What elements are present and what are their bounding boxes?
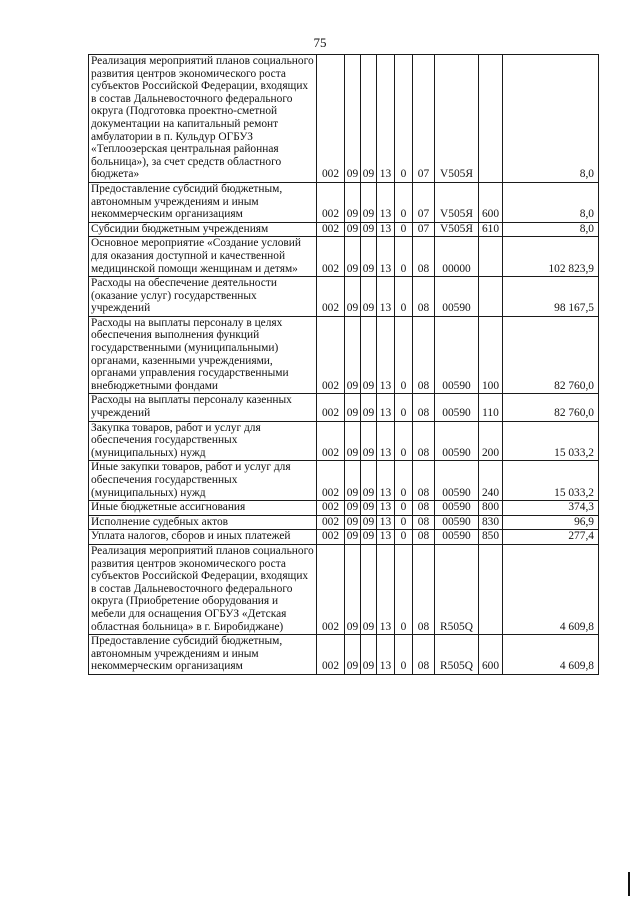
subprogram-code: 0 (395, 237, 413, 277)
expense-type-code: 600 (479, 182, 503, 222)
direction-code: 00590 (435, 515, 479, 530)
ministry-code: 002 (317, 635, 345, 675)
row-name: Расходы на обеспечение деятельности (оказание услуг) государственных учреждений (89, 277, 317, 317)
table-row (89, 222, 599, 237)
section-code: 09 (345, 316, 361, 394)
amount: 15 033,2 (503, 421, 599, 461)
section-code: 09 (345, 530, 361, 545)
section-code: 09 (345, 222, 361, 237)
direction-code: 00590 (435, 461, 479, 501)
table-row (89, 182, 599, 222)
table-row (89, 237, 599, 277)
direction-code: 00590 (435, 501, 479, 516)
section-code: 09 (345, 461, 361, 501)
event-code: 08 (413, 515, 435, 530)
row-name: Иные закупки товаров, работ и услуг для обеспечения государственных (муниципальных) нужд (89, 461, 317, 501)
section-code: 09 (345, 515, 361, 530)
amount: 374,3 (503, 501, 599, 516)
table-row (89, 394, 599, 421)
ministry-code: 002 (317, 316, 345, 394)
amount: 102 823,9 (503, 237, 599, 277)
program-code: 13 (377, 530, 395, 545)
subsection-code: 09 (361, 544, 377, 634)
table-row (89, 316, 599, 394)
table-row (89, 461, 599, 501)
direction-code: V505Я (435, 182, 479, 222)
row-name: Иные бюджетные ассигнования (89, 501, 317, 516)
program-code: 13 (377, 544, 395, 634)
row-name: Основное мероприятие «Создание условий для оказания доступной и качественной медицинской помощи женщинам и детям» (89, 237, 317, 277)
ministry-code: 002 (317, 544, 345, 634)
table-row (89, 544, 599, 634)
direction-code: R505Q (435, 544, 479, 634)
subprogram-code: 0 (395, 635, 413, 675)
section-code: 09 (345, 237, 361, 277)
subsection-code: 09 (361, 394, 377, 421)
subsection-code: 09 (361, 530, 377, 545)
expense-type-code (479, 237, 503, 277)
expense-type-code: 850 (479, 530, 503, 545)
row-name: Реализация мероприятий планов социального развития центров экономического роста субъектов Российской Федерации, входящих в состав Дальневосточного федерального округа (Подготовка проектно-сметной документации на капитальный ремонт амбулатории в п. Кульдур ОГБУЗ «Теплоозерская центральная районная больница»), за счет средств областного бюджета» (89, 55, 317, 183)
expense-type-code: 110 (479, 394, 503, 421)
direction-code: 00590 (435, 316, 479, 394)
expense-type-code (479, 277, 503, 317)
ministry-code: 002 (317, 501, 345, 516)
event-code: 08 (413, 237, 435, 277)
row-name: Субсидии бюджетным учреждениям (89, 222, 317, 237)
table-row (89, 55, 599, 183)
ministry-code: 002 (317, 421, 345, 461)
program-code: 13 (377, 222, 395, 237)
expense-type-code: 800 (479, 501, 503, 516)
expense-type-code (479, 55, 503, 183)
budget-table (88, 54, 599, 675)
row-name: Уплата налогов, сборов и иных платежей (89, 530, 317, 545)
table-body (89, 55, 599, 675)
program-code: 13 (377, 515, 395, 530)
subsection-code: 09 (361, 277, 377, 317)
event-code: 08 (413, 394, 435, 421)
direction-code: 00590 (435, 421, 479, 461)
section-code: 09 (345, 635, 361, 675)
amount: 4 609,8 (503, 544, 599, 634)
table-row (89, 515, 599, 530)
direction-code: 00590 (435, 530, 479, 545)
amount: 4 609,8 (503, 635, 599, 675)
ministry-code: 002 (317, 237, 345, 277)
row-name: Расходы на выплаты персоналу в целях обеспечения выполнения функций государственными (муниципальными) органами, казенными учреждениями, органами управления государственными внебюджетными фондами (89, 316, 317, 394)
table-row (89, 501, 599, 516)
section-code: 09 (345, 544, 361, 634)
subprogram-code: 0 (395, 316, 413, 394)
event-code: 08 (413, 544, 435, 634)
event-code: 08 (413, 316, 435, 394)
direction-code: V505Я (435, 55, 479, 183)
subsection-code: 09 (361, 635, 377, 675)
expense-type-code: 830 (479, 515, 503, 530)
event-code: 08 (413, 421, 435, 461)
event-code: 08 (413, 277, 435, 317)
program-code: 13 (377, 421, 395, 461)
row-name: Закупка товаров, работ и услуг для обеспечения государственных (муниципальных) нужд (89, 421, 317, 461)
subsection-code: 09 (361, 182, 377, 222)
event-code: 08 (413, 501, 435, 516)
program-code: 13 (377, 316, 395, 394)
ministry-code: 002 (317, 461, 345, 501)
program-code: 13 (377, 182, 395, 222)
event-code: 07 (413, 182, 435, 222)
amount: 98 167,5 (503, 277, 599, 317)
ministry-code: 002 (317, 222, 345, 237)
subprogram-code: 0 (395, 544, 413, 634)
subsection-code: 09 (361, 515, 377, 530)
amount: 82 760,0 (503, 394, 599, 421)
ministry-code: 002 (317, 515, 345, 530)
program-code: 13 (377, 501, 395, 516)
subprogram-code: 0 (395, 394, 413, 421)
page-number: 75 (313, 35, 327, 50)
amount: 96,9 (503, 515, 599, 530)
amount: 15 033,2 (503, 461, 599, 501)
program-code: 13 (377, 635, 395, 675)
direction-code: 00590 (435, 277, 479, 317)
subprogram-code: 0 (395, 515, 413, 530)
section-code: 09 (345, 394, 361, 421)
amount: 8,0 (503, 55, 599, 183)
subprogram-code: 0 (395, 530, 413, 545)
expense-type-code: 100 (479, 316, 503, 394)
subsection-code: 09 (361, 421, 377, 461)
subsection-code: 09 (361, 237, 377, 277)
table-row (89, 635, 599, 675)
section-code: 09 (345, 277, 361, 317)
event-code: 08 (413, 530, 435, 545)
event-code: 07 (413, 222, 435, 237)
program-code: 13 (377, 277, 395, 317)
program-code: 13 (377, 55, 395, 183)
subprogram-code: 0 (395, 222, 413, 237)
expense-type-code: 240 (479, 461, 503, 501)
subsection-code: 09 (361, 501, 377, 516)
event-code: 08 (413, 461, 435, 501)
subprogram-code: 0 (395, 501, 413, 516)
subprogram-code: 0 (395, 277, 413, 317)
row-name: Предоставление субсидий бюджетным, автономным учреждениям и иным некоммерческим организациям (89, 635, 317, 675)
ministry-code: 002 (317, 55, 345, 183)
expense-type-code: 200 (479, 421, 503, 461)
subsection-code: 09 (361, 461, 377, 501)
subsection-code: 09 (361, 316, 377, 394)
subprogram-code: 0 (395, 461, 413, 501)
subsection-code: 09 (361, 222, 377, 237)
subsection-code: 09 (361, 55, 377, 183)
section-code: 09 (345, 182, 361, 222)
direction-code: 00000 (435, 237, 479, 277)
ministry-code: 002 (317, 277, 345, 317)
amount: 8,0 (503, 182, 599, 222)
amount: 82 760,0 (503, 316, 599, 394)
table-row (89, 421, 599, 461)
direction-code: R505Q (435, 635, 479, 675)
subprogram-code: 0 (395, 421, 413, 461)
expense-type-code (479, 544, 503, 634)
direction-code: V505Я (435, 222, 479, 237)
expense-type-code: 610 (479, 222, 503, 237)
table-row (89, 277, 599, 317)
row-name: Реализация мероприятий планов социального развития центров экономического роста субъектов Российской Федерации, входящих в состав Дальневосточного федерального округа (Приобретение оборудования и мебели для оснащения ОГБУЗ «Детская областная больница» в г. Биробиджане) (89, 544, 317, 634)
amount: 8,0 (503, 222, 599, 237)
expense-type-code: 600 (479, 635, 503, 675)
row-name: Исполнение судебных актов (89, 515, 317, 530)
program-code: 13 (377, 394, 395, 421)
ministry-code: 002 (317, 530, 345, 545)
ministry-code: 002 (317, 394, 345, 421)
margin-mark (628, 872, 630, 896)
amount: 277,4 (503, 530, 599, 545)
event-code: 08 (413, 635, 435, 675)
subprogram-code: 0 (395, 55, 413, 183)
section-code: 09 (345, 421, 361, 461)
section-code: 09 (345, 55, 361, 183)
program-code: 13 (377, 461, 395, 501)
section-code: 09 (345, 501, 361, 516)
row-name: Расходы на выплаты персоналу казенных учреждений (89, 394, 317, 421)
event-code: 07 (413, 55, 435, 183)
program-code: 13 (377, 237, 395, 277)
ministry-code: 002 (317, 182, 345, 222)
table-row (89, 530, 599, 545)
row-name: Предоставление субсидий бюджетным, автономным учреждениям и иным некоммерческим организациям (89, 182, 317, 222)
direction-code: 00590 (435, 394, 479, 421)
subprogram-code: 0 (395, 182, 413, 222)
